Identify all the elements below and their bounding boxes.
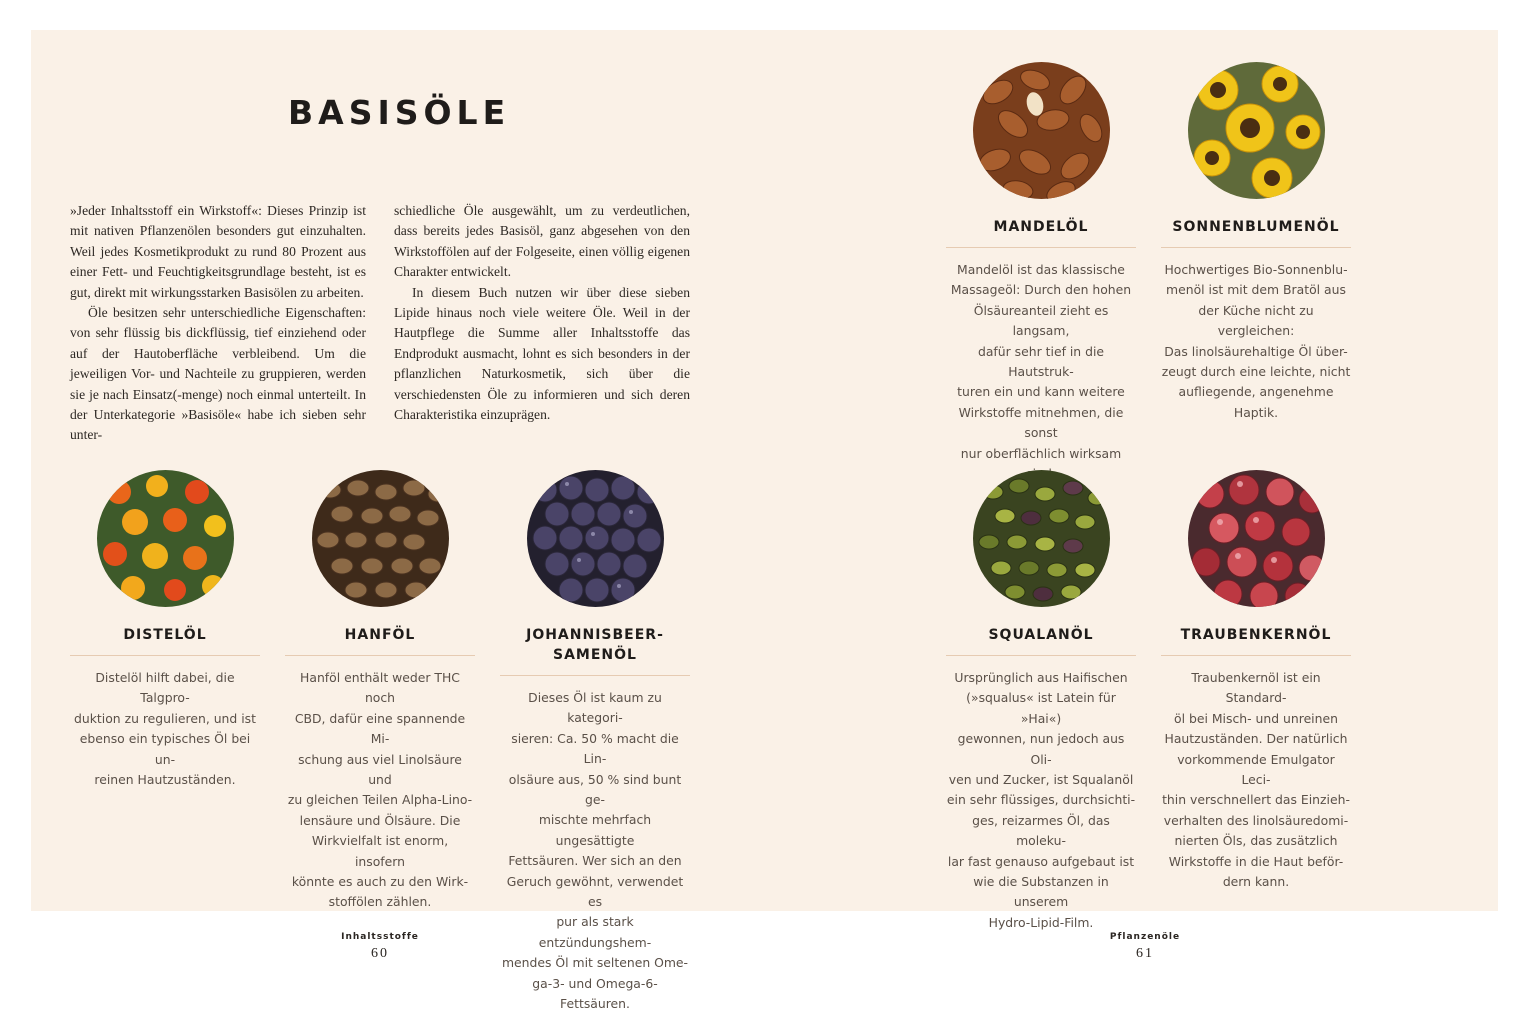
oil-name: SONNENBLUMENÖL xyxy=(1172,219,1340,235)
divider xyxy=(946,247,1136,248)
oil-card-sonnenblume xyxy=(1161,62,1351,423)
oil-card-mandel xyxy=(946,62,1136,484)
oil-card-distel xyxy=(70,470,260,790)
oil-name: MANDELÖL xyxy=(993,219,1089,235)
oil-description: Dieses Öl ist kaum zu kategori- sieren: Ca. 50 % macht die Lin- olsäure aus, 50 % sind bunt ge- mischte mehrfach ungesättigte Fettsäuren. Wer sich an den Geruch gewöhnt, verwendet es pur als stark entzündungshem- mendes Öl mit seltenen Ome- ga-3- und Omega-6-Fettsäuren. xyxy=(501,690,689,1012)
intro-paragraph: Öle besitzen sehr unterschiedliche Eigenschaften: von sehr flüssig bis dickflüssig, tief einziehend oder auf der Hautoberfläche verbleibend. Um die jeweiligen Vor- und Nachteile zu gruppieren, werden sie je nach Einsatz(-menge) noch einmal unterteilt. In der Unterkategorie »Basisöle« habe ich sieben sehr unter- xyxy=(70,305,366,443)
intro-paragraph: »Jeder Inhaltsstoff ein Wirkstoff«: Dieses Prinzip ist mit nativen Pflanzenölen besonders gut einzuhalten. Weil jedes Kosmetikprodukt zu rund 80 Prozent aus einer Fett- und Feuchtigkeitsgrundlage besteht, ist es gut, direkt mit wirkungsstarken Basisölen zu arbeiten. xyxy=(70,203,366,300)
intro-column-right xyxy=(394,201,690,425)
intro-paragraph: schiedliche Öle ausgewählt, um zu verdeutlichen, dass bereits jedes Basisöl, ganz abgesehen von den Wirkstoffölen auf der Folgeseite, einen völlig eigenen Charakter entwickelt. xyxy=(394,203,690,280)
oil-card-hanf xyxy=(285,470,475,913)
running-footer-section: Pflanzenöle xyxy=(1109,932,1181,942)
divider xyxy=(946,655,1136,656)
divider xyxy=(500,675,690,676)
oil-description: Distelöl hilft dabei, die Talgpro- duktion zu regulieren, und ist ebenso ein typisches Öl bei un- reinen Hautzuständen. xyxy=(74,670,256,788)
oil-name: JOHANNISBEER- SAMENÖL xyxy=(526,627,664,663)
page-title: BASISÖLE xyxy=(288,93,511,132)
divider xyxy=(1161,655,1351,656)
oil-card-squalan xyxy=(946,470,1136,933)
oil-name: DISTELÖL xyxy=(123,627,207,643)
footer-left xyxy=(300,932,460,962)
sunflower-photo xyxy=(1188,62,1325,199)
oil-card-trauben xyxy=(1161,470,1351,892)
oil-description: Mandelöl ist das klassische Massageöl: Durch den hohen Ölsäureanteil zieht es langsam, dafür sehr tief in die Hautstruk- turen ein und kann weitere Wirkstoffe mitnehmen, die sonst nur oberflächlich wirksam xyxy=(950,262,1132,461)
blackcurrant-photo xyxy=(527,470,664,607)
oil-description: Hochwertiges Bio-Sonnenblu- menöl ist mit dem Bratöl aus der Küche nicht zu vergleichen: Das linolsäurehaltige Öl über- zeugt durch eine leichte, nicht aufliegende, angenehme Haptik. xyxy=(1161,262,1351,420)
page-number: 60 xyxy=(371,946,389,961)
intro-paragraph: In diesem Buch nutzen wir über diese sieben Lipide hinaus noch viele weitere Öle. Weil in der Hautpflege die Summe aller Inhaltsstoffe das Endprodukt ausmacht, lohnt es sich besonders in der pflanzlichen Naturkosmetik, sich über die verschiedensten Öle zu informieren und sich deren Charakteristika einzuprägen. xyxy=(394,284,690,423)
footer-right xyxy=(1065,932,1225,962)
oil-name: SQUALANÖL xyxy=(988,627,1094,643)
grape-photo xyxy=(1188,470,1325,607)
oil-description: Ursprünglich aus Haifischen (»squalus« ist Latein für »Hai«) gewonnen, nun jedoch aus Oli- ven und Zucker, ist Squalanöl ein sehr flüssiges, durchsichti- ges, reizarmes Öl, das moleku- lar fast genauso aufgebaut ist wie die Substanzen in unserem Hydro-Lipid-Film. xyxy=(946,670,1136,930)
oil-name: HANFÖL xyxy=(344,627,416,643)
almond-photo xyxy=(973,62,1110,199)
safflower-photo xyxy=(97,470,234,607)
hemp-seed-photo xyxy=(312,470,449,607)
running-footer-section: Inhaltsstoffe xyxy=(341,932,419,942)
olive-photo xyxy=(973,470,1110,607)
page-number: 61 xyxy=(1136,946,1154,961)
oil-description: Traubenkernöl ist ein Standard- öl bei Misch- und unreinen Hautzuständen. Der natürlich vorkommende Emulgator Leci- thin verschnellert das Einzieh- verhalten des linolsäuredomi- nierten Öls, das zusätzlich Wirkstoffe in die Haut beför- dern kann. xyxy=(1162,670,1350,890)
divider xyxy=(285,655,475,656)
intro-column-left xyxy=(70,201,366,446)
oil-card-johannisbeer xyxy=(500,470,690,1015)
oil-description: Hanföl enthält weder THC noch CBD, dafür eine spannende Mi- schung aus viel Linolsäure und zu gleichen Teilen Alpha-Lino- lensäure und Ölsäure. Die Wirkvielfalt ist enorm, insofern könnte es auch zu den Wirk- stoffölen zählen. xyxy=(287,670,473,910)
divider xyxy=(1161,247,1351,248)
divider xyxy=(70,655,260,656)
oil-name: TRAUBENKERNÖL xyxy=(1180,627,1332,643)
